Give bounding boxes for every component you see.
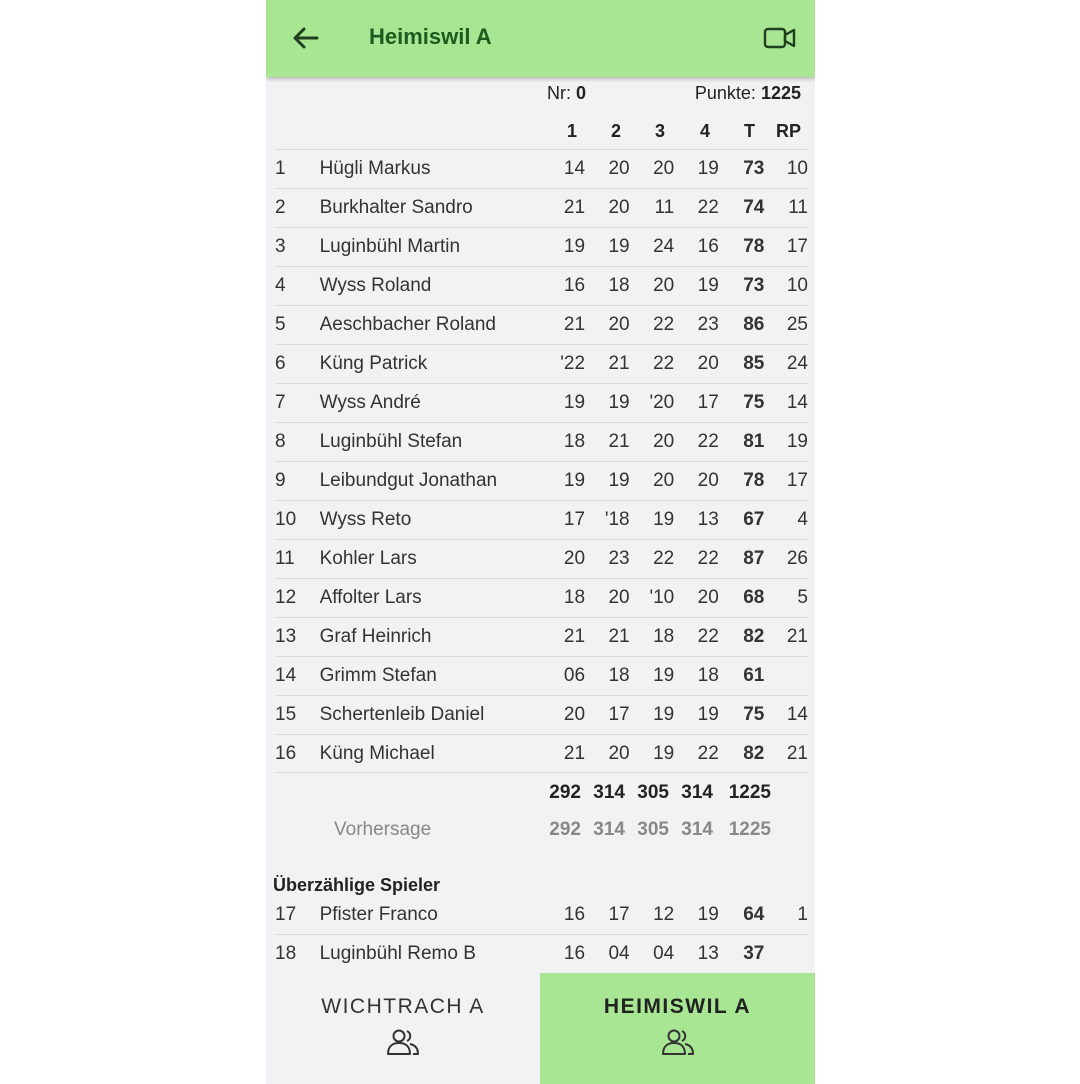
round-1-score: 20 [540,696,585,735]
player-number: 5 [275,306,320,345]
round-4-score: 13 [674,935,719,974]
player-number: 14 [275,657,320,696]
round-3-score: 22 [630,306,675,345]
table-row [275,462,808,501]
round-2-score: 18 [585,657,630,696]
round-3-score: 24 [630,228,675,267]
round-4-score: 19 [674,267,719,306]
player-number: 18 [275,935,320,974]
prediction-round-3: 305 [637,819,669,840]
round-1-score: 16 [563,904,586,925]
table-row [275,345,808,384]
round-2-score: 21 [585,618,630,657]
total-round-1: 292 [549,782,581,803]
player-name: Hügli Markus [320,150,541,189]
column-header-2: 2 [610,121,621,141]
round-2-score: 20 [585,306,630,345]
round-2-score: 18 [585,267,630,306]
player-number: 8 [275,423,320,462]
rank-points: 11 [764,189,808,228]
total-score: 67 [719,501,765,540]
round-4-score: 23 [674,306,719,345]
player-name: Burkhalter Sandro [320,189,541,228]
round-1-score: 21 [540,735,585,774]
round-4-score: 22 [674,423,719,462]
back-arrow-icon[interactable] [290,22,322,54]
round-1-score: 17 [540,501,585,540]
table-row [275,501,808,540]
round-4-score: 18 [674,657,719,696]
column-header-3: 3 [654,121,665,141]
rank-points: 4 [764,501,808,540]
scores-table [275,149,808,773]
total-score: 78 [719,462,765,501]
player-name: Küng Michael [320,735,541,774]
total-score: 85 [719,345,765,384]
round-3-score: 20 [630,150,675,189]
column-header-1: 1 [566,121,577,141]
round-3-score: 19 [630,735,675,774]
player-name: Wyss Reto [320,501,541,540]
prediction-round-2: 314 [593,819,625,840]
round-4-score: 19 [674,696,719,735]
round-2-score: 20 [585,735,630,774]
total-score: 75 [719,696,765,735]
table-row [275,935,808,974]
table-row [275,735,808,774]
total-score: 37 [719,935,765,974]
round-3-score: 22 [630,345,675,384]
player-number: 3 [275,228,320,267]
round-1-score: 19 [540,384,585,423]
round-2-score: 19 [585,384,630,423]
player-number: 2 [275,189,320,228]
total-round-2: 314 [593,782,625,803]
round-3-score: 04 [630,935,675,974]
rank-points: 25 [764,306,808,345]
player-number: 16 [275,735,320,774]
round-3-score: 20 [630,462,675,501]
round-2-score: 19 [585,462,630,501]
round-2-score: 21 [585,423,630,462]
round-1-score: 14 [540,150,585,189]
bottom-navigation [266,973,815,1084]
player-name: Schertenleib Daniel [320,696,541,735]
player-number: 10 [275,501,320,540]
team-number: Nr: 0 [547,83,587,103]
rank-points: 1 [797,904,808,925]
phone-screen [266,0,815,1084]
player-name: Wyss André [320,384,541,423]
tab-label: HEIMISWIL A [603,995,752,1018]
player-name: Graf Heinrich [320,618,541,657]
player-number: 17 [275,904,297,925]
round-1-score: 21 [540,618,585,657]
table-row [275,150,808,189]
player-name: Pfister Franco [319,904,438,925]
round-4-score: 16 [674,228,719,267]
round-1-score: 21 [540,189,585,228]
round-4-score: 20 [674,579,719,618]
round-2-score: 20 [585,189,630,228]
rank-points: 26 [764,540,808,579]
player-name: Küng Patrick [320,345,541,384]
column-header-4: 4 [699,121,710,141]
total-score: 86 [719,306,765,345]
column-header-total: T [744,121,755,141]
player-number: 6 [275,345,320,384]
rank-points: 10 [764,267,808,306]
page-title: Heimiswil A [369,24,492,49]
round-3-score: 18 [630,618,675,657]
total-score: 61 [719,657,765,696]
player-number: 7 [275,384,320,423]
table-row [275,306,808,345]
rank-points [764,657,808,696]
round-4-score: 22 [674,618,719,657]
player-number: 4 [275,267,320,306]
total-score: 81 [719,423,765,462]
round-1-score: 21 [540,306,585,345]
rank-points: 19 [764,423,808,462]
round-2-score: '18 [585,501,630,540]
table-row [275,579,808,618]
rank-points: 14 [764,384,808,423]
prediction-label: Vorhersage [334,819,432,840]
prediction-round-1: 292 [549,819,581,840]
rank-points: 17 [764,228,808,267]
rank-points: 14 [764,696,808,735]
app-bar [266,0,815,77]
round-3-score: '20 [630,384,675,423]
total-score: 87 [719,540,765,579]
player-name: Aeschbacher Roland [320,306,541,345]
round-3-score: 12 [653,904,675,925]
round-2-score: 21 [585,345,630,384]
table-row [275,423,808,462]
round-4-score: 22 [674,189,719,228]
extra-players-table [275,896,808,973]
total-score: 64 [743,904,765,925]
player-number: 15 [275,696,320,735]
round-2-score: 23 [585,540,630,579]
table-row [275,384,808,423]
round-3-score: 19 [630,501,675,540]
round-3-score: 20 [630,423,675,462]
video-camera-icon[interactable] [763,24,797,52]
total-score: 73 [719,150,765,189]
round-4-score: 19 [674,150,719,189]
table-row [275,618,808,657]
round-2-score: 04 [585,935,630,974]
total-score: 78 [719,228,765,267]
total-round-3: 305 [637,782,669,803]
tab-wichtrach-a[interactable] [266,973,540,1084]
round-4-score: 22 [674,735,719,774]
player-name: Luginbühl Stefan [320,423,541,462]
score-content [266,77,815,973]
table-row [275,696,808,735]
total-score: 82 [719,618,765,657]
player-name: Leibundgut Jonathan [320,462,541,501]
round-3-score: 19 [630,696,675,735]
round-1-score: '22 [540,345,585,384]
player-name: Affolter Lars [320,579,541,618]
round-4-score: 22 [674,540,719,579]
player-name: Luginbühl Martin [320,228,541,267]
player-number: 11 [275,540,320,579]
rank-points: 17 [764,462,808,501]
team-points: Punkte: 1225 [694,83,801,103]
prediction-row [275,810,808,848]
round-4-score: 19 [697,904,719,925]
tab-heimiswil-a[interactable] [540,973,815,1084]
round-2-score: 19 [585,228,630,267]
group-icon [661,1027,695,1057]
table-row [275,657,808,696]
group-icon [386,1027,420,1057]
player-number: 9 [275,462,320,501]
rank-points: 5 [764,579,808,618]
round-4-score: 20 [674,462,719,501]
round-1-score: 16 [540,935,585,974]
total-score: 73 [719,267,765,306]
player-number: 12 [275,579,320,618]
rank-points: 21 [764,618,808,657]
round-4-score: 17 [674,384,719,423]
rank-points [764,935,808,974]
round-2-score: 17 [585,696,630,735]
tab-label: WICHTRACH A [321,995,485,1018]
table-row [275,189,808,228]
player-name: Wyss Roland [320,267,541,306]
round-1-score: 06 [540,657,585,696]
round-2-score: 20 [585,150,630,189]
player-name: Luginbühl Remo B [320,935,541,974]
extra-players-heading: Überzählige Spieler [273,875,441,895]
round-4-score: 13 [674,501,719,540]
round-1-score: 16 [540,267,585,306]
player-name: Kohler Lars [320,540,541,579]
table-row [275,267,808,306]
total-sum: 1225 [728,782,771,803]
round-3-score: 19 [630,657,675,696]
round-3-score: 20 [630,267,675,306]
round-4-score: 20 [674,345,719,384]
total-round-4: 314 [681,782,713,803]
prediction-sum: 1225 [728,819,771,840]
rank-points: 21 [764,735,808,774]
table-row [275,540,808,579]
round-1-score: 18 [540,579,585,618]
totals-row [275,772,808,811]
table-row [275,896,808,935]
round-1-score: 20 [540,540,585,579]
player-number: 1 [275,150,320,189]
round-1-score: 19 [540,228,585,267]
table-row [275,228,808,267]
round-1-score: 19 [540,462,585,501]
round-2-score: 17 [608,904,630,925]
rank-points: 10 [764,150,808,189]
round-2-score: 20 [585,579,630,618]
total-score: 82 [719,735,765,774]
player-name: Grimm Stefan [320,657,541,696]
total-score: 75 [719,384,765,423]
total-score: 74 [719,189,765,228]
total-score: 68 [719,579,765,618]
round-3-score: 22 [630,540,675,579]
player-number: 13 [275,618,320,657]
round-3-score: '10 [630,579,675,618]
round-3-score: 11 [630,189,675,228]
round-1-score: 18 [540,423,585,462]
column-header-rp: RP [775,121,801,141]
rank-points: 24 [764,345,808,384]
prediction-round-4: 314 [681,819,713,840]
